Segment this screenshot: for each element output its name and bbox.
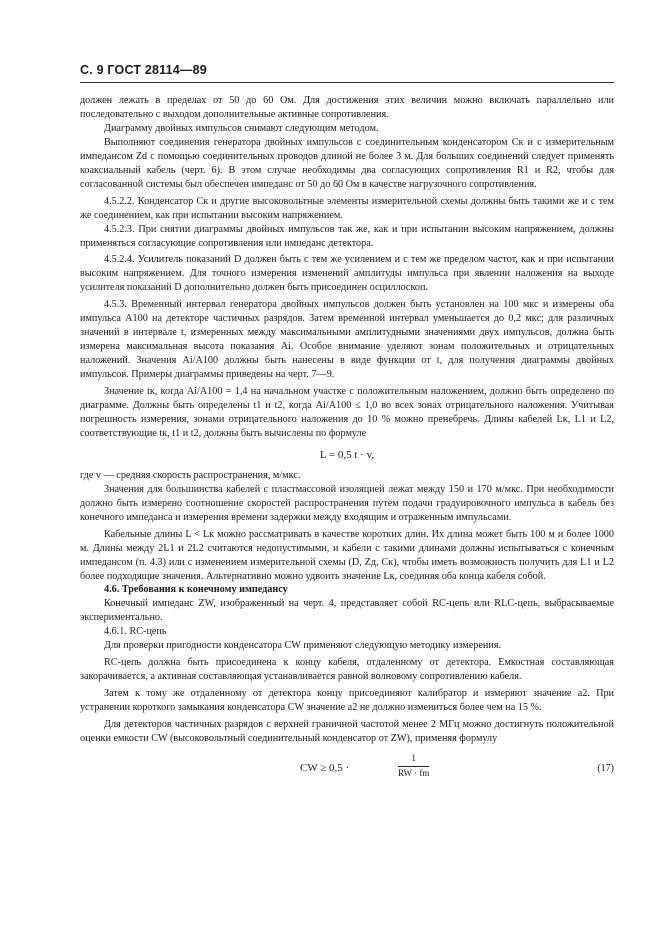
document-body [80,94,614,790]
formula-fraction [398,752,429,781]
formula-denominator: RW · fm [398,767,430,778]
formula-lhs: CW ≥ 0,5 · [300,761,350,774]
paragraph: Затем к тому же отдаленному от детектора концу присоединяют калибратор и измеряют значение a2. При устранении короткого замыкания конденсатора CW значение a2 не должно измениться более чем на 15 %. [80,688,614,714]
header-rule [80,82,614,83]
section-heading: 4.6. Требования к конечному импедансу [104,584,288,596]
paragraph: Значение tк, когда Ai/A100 = 1,4 на начальном участке с положительным наложением, должно быть определено по диаграмме. Должны быть определены t1 и t2, когда Ai/A100 ≤ 1,0 во всех зонах отрицательного наложения. Учитывая погрешность измерения, зонами отрицательного наложения до 10 % можно пренебречь. Длины кабелей Lк, L1 и L2, соответствующие tк, t1 и t2, должны быть вычислены по формуле [80,386,614,439]
formula-cable-length: L = 0,5 t · v, [319,448,375,461]
formula-capacitance [80,750,614,790]
paragraph: должен лежать в пределах от 50 до 60 Ом. Для достижения этих величин можно включать параллельно или последовательно с выходом дополнительные активные сопротивления. [80,95,614,120]
paragraph: 4.5.2.3. При снятии диаграммы двойных импульсов так же, как и при испытании высоким напряжением, должны применяться согласующие сопротивления или импеданс детектора. [80,223,614,249]
paragraph: Для детекторов частичных разрядов с верхней граничной частотой менее 2 МГц можно достигнуть положительной оценки емкости CW (высоковольтный соединительный конденсатор от ZW), применяя формулу [80,719,614,744]
paragraph: Диаграмму двойных импульсов снимают следующим методом. [104,122,379,134]
equation-number: (17) [597,762,614,774]
paragraph: Для проверки пригодности конденсатора CW применяют следующую методику измерения. [104,640,502,652]
paragraph: 4.5.2.4. Усилитель показаний D должен быть с тем же усилением и с тем же пределом частот, как и при испытании высоким напряжением. Для точного измерения изменений амплитуды импульса при явлении наложения на выходе усилителя показаний D дополнительно должен быть присоединен осциллоскоп. [80,254,614,294]
paragraph: Конечный импеданс ZW, изображенный на черт. 4, представляет собой RC-цепь или RLC-цепь, выбрасываемые экспериментально. [80,598,614,624]
paragraph: Значения для большинства кабелей с пластмассовой изоляцией лежат между 150 и 170 м/мкс. При необходимости должно быть измерено соотношение скоростей распространения путем подачи градуировочного импульса в кабель без конечного импеданса и измерения времени задержки между входящим и отраженным импульсами. [80,483,614,523]
subsection-heading: 4.6.1. RC-цепь [104,626,167,638]
page-header: С. 9 ГОСТ 28114—89 [80,63,207,77]
paragraph: где v — средняя скорость распространения, м/мкс. [80,469,301,481]
paragraph: RC-цепь должна быть присоединена к концу кабеля, отдаленному от детектора. Емкостная составляющая закорачивается, а активная составляющая устанавливается равной волновому сопротивлению кабеля. [80,657,614,683]
formula-numerator: 1 [398,752,429,767]
paragraph: 4.5.2.2. Конденсатор Cк и другие высоковольтные элементы измерительной схемы должны быть такими же и с тем же соединением, как при испытании высоким напряжением. [80,195,614,221]
paragraph: Выполняют соединения генератора двойных импульсов с соединительным конденсатором Cк и с измерительным импедансом Zd с помощью соединительных проводов длиной не более 3 м. Для больших соединений следует применять коаксиальный кабель (черт. 6). В этом случае необходимы два согласующих сопротивления R1 и R2, чтобы для согласованной системы был обеспечен импеданс от 50 до 60 Ом в качестве нагрузочного сопротивления. [80,136,614,190]
paragraph: 4.5.3. Временный интервал генератора двойных импульсов должен быть установлен на 100 мкс и измерены оба импульса A100 на детекторе частичных разрядов. Затем временной интервал уменьшается до 0,2 мкс; для различных значений в интервале t, измеренных между максимальными амплитудными значениями двух импульсов, должна быть измерена максимальная высота показания Ai. Особое внимание уделяют зонам положительных и отрицательных наложений. Значения Ai/A100 должны быть нанесены в виде функции от t, для получения диаграммы двойных импульсов. Примеры диаграммы приведены на черт. 7—9. [80,299,614,381]
paragraph: Кабельные длины L < Lк можно рассматривать в качестве коротких длин. Их длина может быть 100 м и более 1000 м. Длины между 2L1 и 2L2 считаются недопустимыми, и кабели с такими длинами должны испытываться с конечным импедансом (п. 4.3) или с изменением измерительной схемы (D, Zд, Cк), чтобы иметь возможность получить для L1 и L2 более подходящие значения. Альтернативно можно удвоить значение Lк, соединяя оба конца кабеля собой. [80,528,614,582]
